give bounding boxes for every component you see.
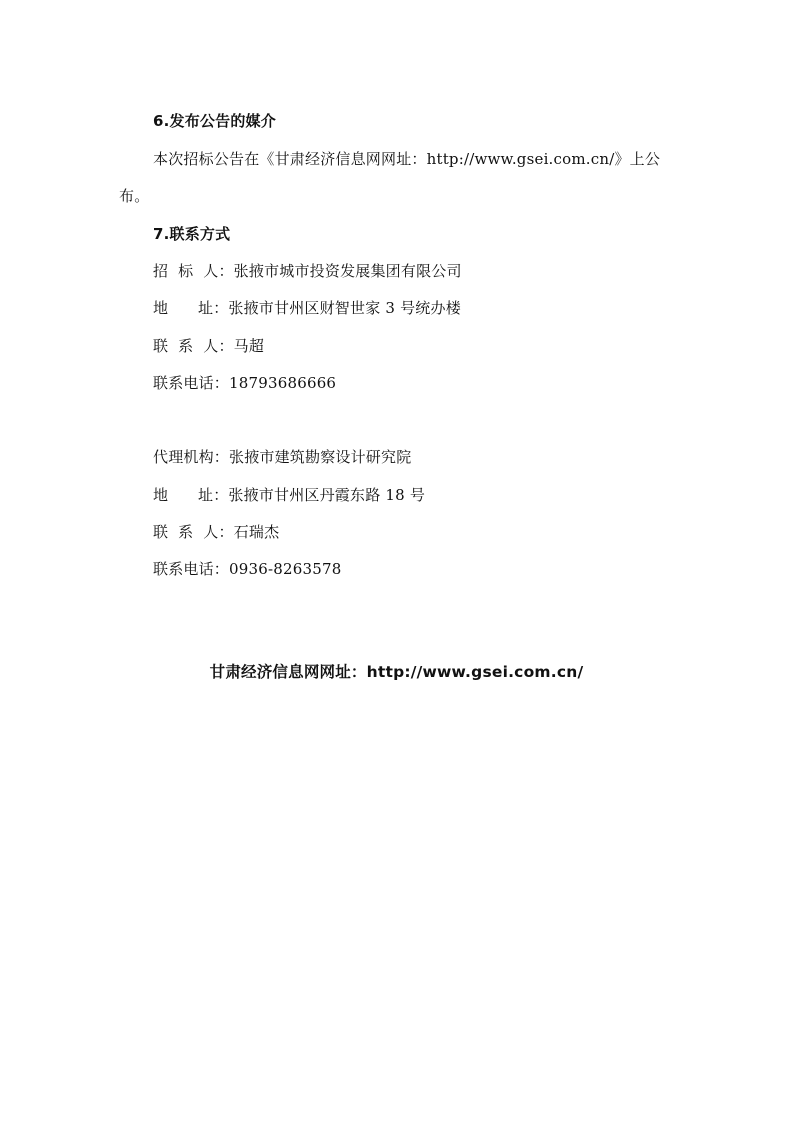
agency-name: 代理机构：张掖市建筑勘察设计研究院 xyxy=(153,448,412,466)
section-6-heading: 6.发布公告的媒介 xyxy=(153,112,276,130)
tenderer-address: 地 址：张掖市甘州区财智世家 3 号统办楼 xyxy=(153,299,461,317)
section-6-body-line-1: 本次招标公告在《甘肃经济信息网网址：http://www.gsei.com.cn/》上公 xyxy=(153,150,661,168)
tenderer-phone: 联系电话：18793686666 xyxy=(153,374,337,392)
agency-contact: 联 系 人：石瑞杰 xyxy=(153,523,280,541)
agency-phone: 联系电话：0936-8263578 xyxy=(153,560,342,578)
tenderer-contact: 联 系 人：马超 xyxy=(153,337,265,355)
section-6-body-line-2: 布。 xyxy=(119,187,150,205)
agency-address: 地 址：张掖市甘州区丹霞东路 18 号 xyxy=(153,486,426,504)
footer-website: 甘肃经济信息网网址：http://www.gsei.com.cn/ xyxy=(209,663,584,681)
section-7-heading: 7.联系方式 xyxy=(153,225,231,243)
tenderer-name: 招 标 人：张掖市城市投资发展集团有限公司 xyxy=(153,262,462,280)
